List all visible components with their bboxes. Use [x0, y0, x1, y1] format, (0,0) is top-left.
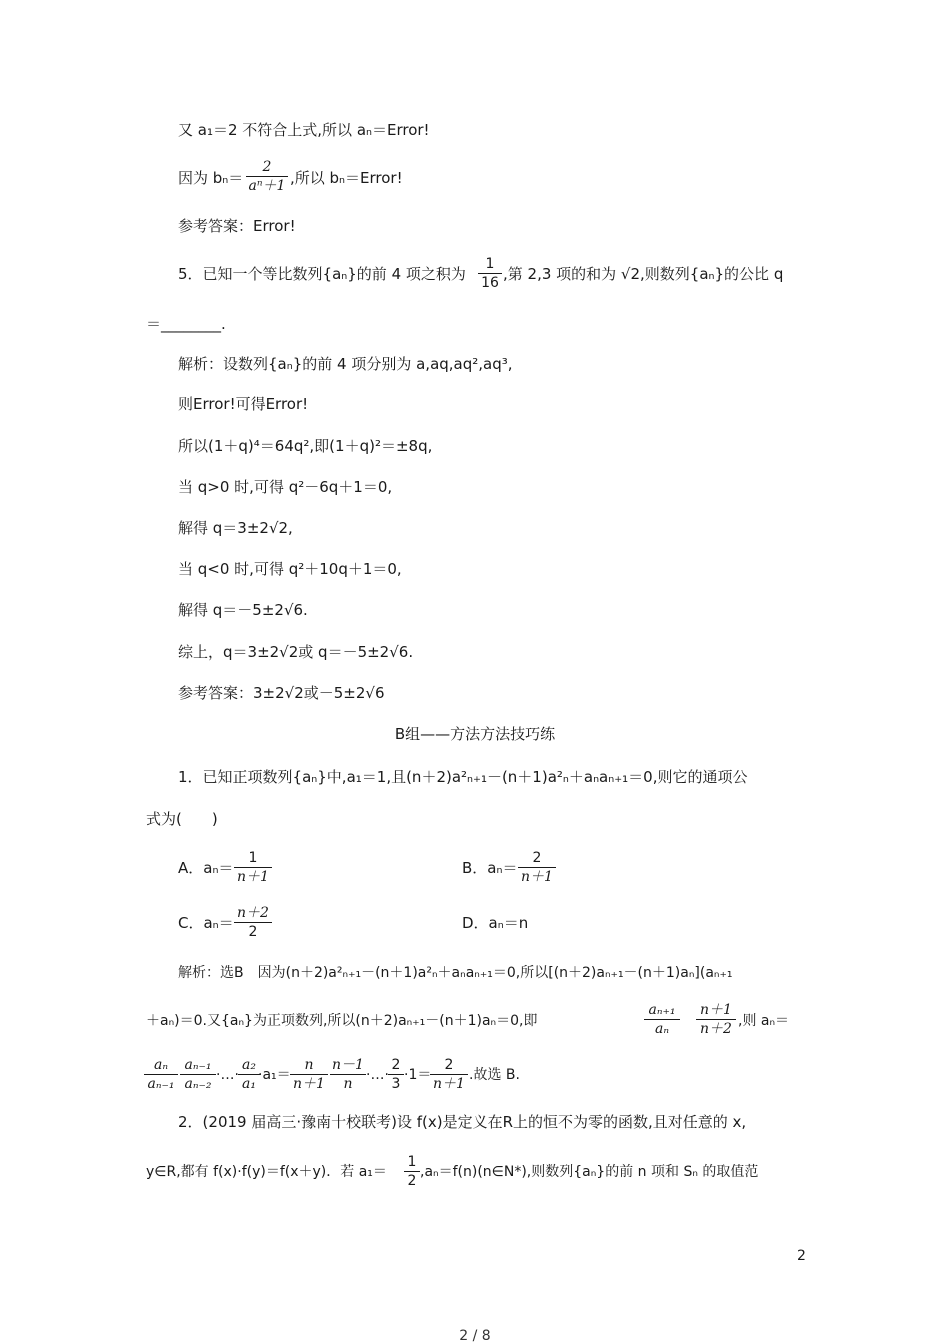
- fraction-numerator: 1: [404, 1153, 420, 1172]
- option-c: C．aₙ＝: [178, 914, 234, 932]
- text-line: 因为 bₙ＝: [178, 169, 244, 187]
- text-line: 所以(1＋q)⁴＝64q²,即(1＋q)²＝±8q,: [178, 437, 433, 455]
- text-line: ,则 aₙ＝: [738, 1013, 790, 1029]
- fraction: [478, 255, 502, 292]
- text-line: 当 q>0 时,可得 q²－6q＋1＝0,: [178, 478, 393, 496]
- page-indicator: 2 / 8: [459, 1328, 491, 1344]
- fraction-numerator: n－1: [330, 1056, 366, 1075]
- fraction-denominator: 2: [248, 924, 258, 940]
- fraction-denominator: n＋1: [237, 869, 269, 885]
- text-line: ·…·: [216, 1067, 239, 1083]
- fraction-denominator: n＋2: [700, 1021, 732, 1037]
- fraction-denominator: n: [343, 1076, 353, 1092]
- text-line: 当 q<0 时,可得 q²＋10q＋1＝0,: [178, 560, 402, 578]
- fraction: [144, 1056, 178, 1093]
- fraction-numerator: 2: [430, 1056, 468, 1075]
- fraction: [238, 1056, 260, 1093]
- text-line: ·1＝: [404, 1067, 432, 1083]
- fraction-denominator: 16: [481, 275, 499, 291]
- text-line: ·…·: [366, 1067, 389, 1083]
- fraction: [696, 1001, 736, 1038]
- fraction-numerator: n: [290, 1056, 328, 1075]
- text-line: ,所以 bₙ＝Error!: [290, 169, 403, 187]
- fraction-denominator: aₙ: [654, 1021, 670, 1037]
- fraction-denominator: a₁: [242, 1076, 256, 1092]
- fraction: [644, 1001, 680, 1038]
- text-line: ＝________.: [146, 315, 226, 333]
- text-line: .故选 B.: [469, 1067, 520, 1083]
- text-line: 参考答案：3±2√2或－5±2√6: [178, 684, 385, 702]
- text-line: 1．已知正项数列{aₙ}中,a₁＝1,且(n＋2)a²ₙ₊₁－(n＋1)a²ₙ＋aₙaₙ₊₁＝0,则它的通项公: [178, 768, 748, 786]
- text-line: 参考答案：Error!: [178, 217, 296, 235]
- fraction-numerator: 2: [388, 1056, 404, 1075]
- fraction-numerator: aₙ₊₁: [644, 1001, 680, 1020]
- text-line: 2．(2019 届高三·豫南十校联考)设 f(x)是定义在R上的恒不为零的函数,且对任意的 x,: [178, 1113, 747, 1131]
- fraction-denominator: n＋1: [521, 869, 553, 885]
- fraction: [330, 1056, 366, 1093]
- text-line: 式为( ): [146, 810, 218, 828]
- fraction-numerator: a₂: [238, 1056, 260, 1075]
- section-heading: B组——方法方法技巧练: [394, 725, 556, 743]
- text-line: 解析：选B 因为(n＋2)a²ₙ₊₁－(n＋1)a²ₙ＋aₙaₙ₊₁＝0,所以[(n＋2)aₙ₊₁－(n＋1)aₙ](aₙ₊₁: [178, 965, 733, 981]
- text-line: 则Error!可得Error!: [178, 395, 309, 413]
- page-number: 2: [797, 1248, 806, 1264]
- fraction-numerator: 2: [518, 849, 556, 868]
- fraction: [518, 849, 556, 886]
- fraction-numerator: aₙ₋₁: [180, 1056, 216, 1075]
- fraction: [404, 1153, 420, 1190]
- text-line: ·a₁＝: [258, 1067, 291, 1083]
- fraction-denominator: 2: [407, 1173, 417, 1189]
- fraction-denominator: 3: [391, 1076, 401, 1092]
- fraction-numerator: n＋2: [234, 904, 272, 923]
- fraction: [246, 158, 288, 195]
- fraction: [180, 1056, 216, 1093]
- text-line: 解得 q＝－5±2√6.: [178, 601, 308, 619]
- text-line: 5．已知一个等比数列{aₙ}的前 4 项之积为: [178, 265, 466, 283]
- fraction-denominator: n＋1: [433, 1076, 465, 1092]
- fraction: [290, 1056, 328, 1093]
- fraction-numerator: 2: [246, 158, 288, 177]
- text-line: y∈R,都有 f(x)·f(y)＝f(x＋y)．若 a₁＝: [146, 1164, 387, 1180]
- fraction-numerator: n＋1: [696, 1001, 736, 1020]
- text-line: ,第 2,3 项的和为 √2,则数列{aₙ}的公比 q: [503, 265, 784, 283]
- text-line: 解得 q＝3±2√2,: [178, 519, 293, 537]
- fraction-numerator: 1: [234, 849, 272, 868]
- text-line: 综上，q＝3±2√2或 q＝－5±2√6.: [178, 643, 414, 661]
- option-b: B．aₙ＝: [462, 859, 518, 877]
- fraction: [234, 904, 272, 941]
- text-line: 又 a₁＝2 不符合上式,所以 aₙ＝Error!: [178, 121, 430, 139]
- text-line: ＋aₙ)＝0.又{aₙ}为正项数列,所以(n＋2)aₙ₊₁－(n＋1)aₙ＝0,即: [146, 1013, 538, 1029]
- text-line: ,aₙ＝f(n)(n∈N*),则数列{aₙ}的前 n 项和 Sₙ 的取值范: [420, 1164, 759, 1180]
- fraction-denominator: aⁿ＋1: [248, 178, 286, 194]
- text-line: 解析：设数列{aₙ}的前 4 项分别为 a,aq,aq²,aq³,: [178, 355, 513, 373]
- fraction-denominator: aₙ₋₁: [147, 1076, 175, 1092]
- fraction: [234, 849, 272, 886]
- fraction-numerator: aₙ: [144, 1056, 178, 1075]
- fraction: [430, 1056, 468, 1093]
- fraction-numerator: 1: [478, 255, 502, 274]
- option-d: D．aₙ＝n: [462, 914, 529, 932]
- fraction-denominator: n＋1: [293, 1076, 325, 1092]
- option-a: A．aₙ＝: [178, 859, 234, 877]
- fraction: [388, 1056, 404, 1093]
- fraction-denominator: aₙ₋₂: [184, 1076, 212, 1092]
